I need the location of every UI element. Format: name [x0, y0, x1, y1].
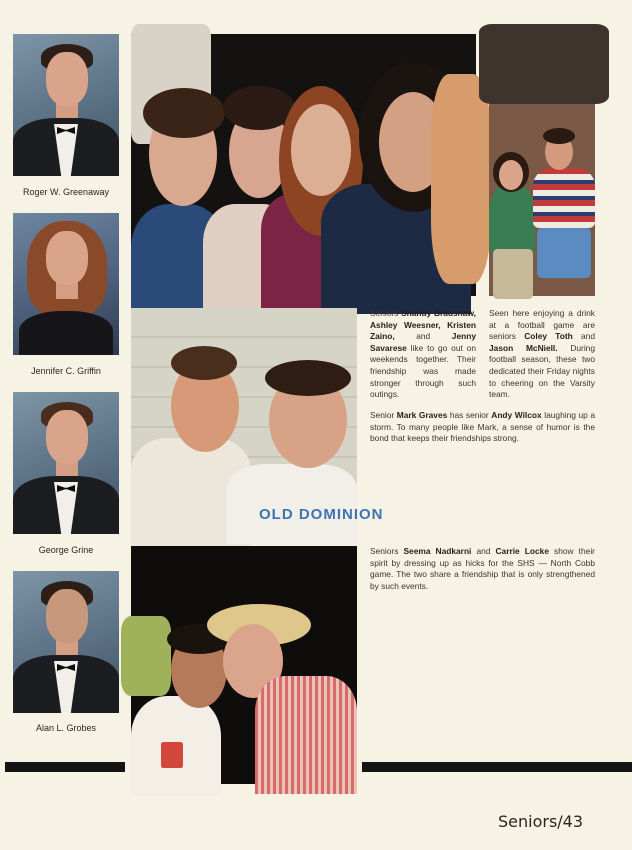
caption-football-photo: Seen here enjoying a drink at a football game are seniors Coley Toth and Jason McNiell. During football season, these two dedicated their Friday nights to cheering on the Varsity team. [489, 308, 595, 400]
portrait-name-grine: George Grine [38, 545, 94, 555]
caption-laughing-photo: Senior Mark Graves has senior Andy Wilcox laughing up a storm. To many people like Mark, a sense of humor is the bond that keeps their friendships strong. [370, 410, 595, 444]
portrait-name-grobes: Alan L. Grobes [35, 723, 97, 733]
hicks-spirit-photo [131, 546, 357, 784]
football-game-photo [489, 34, 595, 296]
portrait-name-greenaway: Roger W. Greenaway [22, 187, 110, 197]
caption-hicks-photo: Seniors Seema Nadkarni and Carrie Locke show their spirit by dressing up as hicks for the SHS — North Cobb game. The two share a friendship that is only strengthened by such events. [370, 546, 595, 591]
portrait-photo-grine [13, 392, 119, 534]
bottom-rule-right [362, 762, 632, 772]
portrait-photo-greenaway [13, 34, 119, 176]
bottom-rule-left [5, 762, 125, 772]
portrait-name-griffin: Jennifer C. Griffin [31, 366, 101, 376]
shirt-lettering: OLD DOMINION [259, 506, 384, 523]
laughing-friends-photo [131, 308, 384, 534]
caption-group-photo: Seniors Shandy Bradshaw, Ashley Weesner, Kristen Zaino, and Jenny Savarese like to go out on weekends together. Their friendship was made stronger through such outings. [370, 308, 476, 400]
portrait-photo-griffin [13, 213, 119, 355]
portrait-photo-grobes [13, 571, 119, 713]
page-folio: Seniors/43 [498, 812, 584, 831]
group-friends-photo [131, 34, 476, 296]
